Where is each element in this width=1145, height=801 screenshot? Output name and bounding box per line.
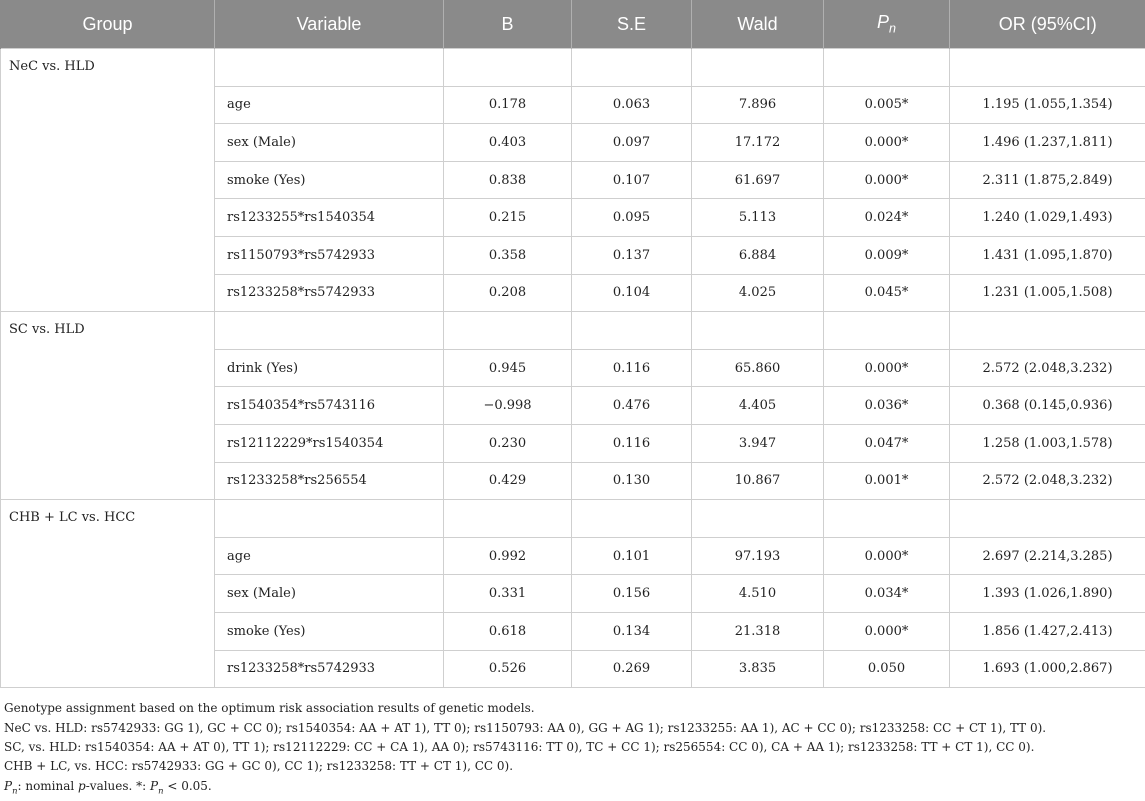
footnote-pn-sub2: n <box>158 785 163 795</box>
cell-b: 0.178 <box>444 86 572 124</box>
cell-variable: rs1540354*rs5743116 <box>215 387 444 425</box>
cell-variable: rs1233258*rs5742933 <box>215 274 444 312</box>
cell-or: 2.697 (2.214,3.285) <box>950 537 1145 575</box>
cell-or: 2.311 (1.875,2.849) <box>950 161 1145 199</box>
cell-or: 1.195 (1.055,1.354) <box>950 86 1145 124</box>
cell-se: 0.134 <box>572 612 692 650</box>
cell-or: 1.258 (1.003,1.578) <box>950 424 1145 462</box>
cell-se: 0.097 <box>572 124 692 162</box>
cell-b: 0.403 <box>444 124 572 162</box>
header-pn-p: P <box>877 12 889 32</box>
cell-pn: 0.036* <box>824 387 950 425</box>
footnote-sc-hld: SC, vs. HLD: rs1540354: AA + AT 0), TT 1); rs12112229: CC + CA 1), AA 0); rs5743116: TT 0), TC + CC 1); rs256554: CC 0), CA + AA 1); rs1233258: TT + CT 1), CC 0). <box>4 738 1145 757</box>
cell-or: 2.572 (2.048,3.232) <box>950 349 1145 387</box>
footnote-chb-hcc: CHB + LC, vs. HCC: rs5742933: GG + GC 0), CC 1); rs1233258: TT + CT 1), CC 0). <box>4 757 1145 776</box>
footnote-pn <box>4 777 1145 801</box>
cell-b: 0.945 <box>444 349 572 387</box>
cell-pn: 0.047* <box>824 424 950 462</box>
cell-pn: 0.024* <box>824 199 950 237</box>
header-wald: Wald <box>692 0 824 49</box>
cell-se: 0.095 <box>572 199 692 237</box>
cell-or: 1.240 (1.029,1.493) <box>950 199 1145 237</box>
cell-or: 1.393 (1.026,1.890) <box>950 575 1145 613</box>
footnote-pn-text3: < 0.05. <box>164 779 212 793</box>
cell-b: 0.230 <box>444 424 572 462</box>
header-group: Group <box>1 0 215 49</box>
cell-wald: 21.318 <box>692 612 824 650</box>
group-row <box>1 49 1145 87</box>
cell-pn: 0.001* <box>824 462 950 500</box>
cell-wald: 17.172 <box>692 124 824 162</box>
footnote-nec-hld: NeC vs. HLD: rs5742933: GG 1), GC + CC 0); rs1540354: AA + AT 1), TT 0); rs1150793: AA 0), GG + AG 1); rs1233255: AA 1), AC + CC 0); rs1233258: CC + CT 1), TT 0). <box>4 719 1145 738</box>
cell-wald: 7.896 <box>692 86 824 124</box>
header-row <box>1 0 1145 49</box>
cell-variable: rs12112229*rs1540354 <box>215 424 444 462</box>
footnote-pn-sub: n <box>12 785 17 795</box>
cell-se: 0.063 <box>572 86 692 124</box>
header-variable: Variable <box>215 0 444 49</box>
table-footnotes <box>0 699 1145 800</box>
cell-wald: 4.405 <box>692 387 824 425</box>
header-b: B <box>444 0 572 49</box>
cell-variable: sex (Male) <box>215 124 444 162</box>
footnote-p-italic: p <box>78 779 86 793</box>
footnote-pn-text1: : nominal <box>17 779 78 793</box>
footnote-genotype: Genotype assignment based on the optimum risk association results of genetic models. <box>4 699 1145 718</box>
cell-or: 1.856 (1.427,2.413) <box>950 612 1145 650</box>
cell-variable: drink (Yes) <box>215 349 444 387</box>
cell-variable: rs1233258*rs256554 <box>215 462 444 500</box>
cell-or: 2.572 (2.048,3.232) <box>950 462 1145 500</box>
cell-wald: 3.835 <box>692 650 824 688</box>
cell-b: 0.992 <box>444 537 572 575</box>
cell-se: 0.104 <box>572 274 692 312</box>
cell-wald: 6.884 <box>692 236 824 274</box>
cell-b: 0.838 <box>444 161 572 199</box>
header-or: OR (95%CI) <box>950 0 1145 49</box>
group-row <box>1 500 1145 538</box>
group-label: CHB + LC vs. HCC <box>1 500 215 688</box>
cell-pn: 0.000* <box>824 612 950 650</box>
cell-wald: 4.510 <box>692 575 824 613</box>
footnote-pn-symbol2: P <box>150 779 158 793</box>
cell-b: 0.331 <box>444 575 572 613</box>
cell-variable: age <box>215 86 444 124</box>
cell-wald: 3.947 <box>692 424 824 462</box>
cell-variable: age <box>215 537 444 575</box>
cell-or: 1.231 (1.005,1.508) <box>950 274 1145 312</box>
cell-se: 0.156 <box>572 575 692 613</box>
cell-se: 0.476 <box>572 387 692 425</box>
cell-se: 0.107 <box>572 161 692 199</box>
cell-b: 0.618 <box>444 612 572 650</box>
header-pn-n: n <box>889 22 896 36</box>
cell-pn: 0.034* <box>824 575 950 613</box>
cell-b: 0.215 <box>444 199 572 237</box>
cell-pn: 0.000* <box>824 124 950 162</box>
cell-or: 1.496 (1.237,1.811) <box>950 124 1145 162</box>
group-label: SC vs. HLD <box>1 312 215 500</box>
group-row <box>1 312 1145 350</box>
cell-b: 0.358 <box>444 236 572 274</box>
cell-or: 1.693 (1.000,2.867) <box>950 650 1145 688</box>
cell-se: 0.101 <box>572 537 692 575</box>
cell-wald: 61.697 <box>692 161 824 199</box>
cell-variable: rs1233258*rs5742933 <box>215 650 444 688</box>
cell-se: 0.116 <box>572 349 692 387</box>
cell-variable: rs1233255*rs1540354 <box>215 199 444 237</box>
cell-b: 0.208 <box>444 274 572 312</box>
cell-wald: 10.867 <box>692 462 824 500</box>
cell-variable: sex (Male) <box>215 575 444 613</box>
header-se: S.E <box>572 0 692 49</box>
cell-wald: 5.113 <box>692 199 824 237</box>
cell-or: 1.431 (1.095,1.870) <box>950 236 1145 274</box>
cell-variable: smoke (Yes) <box>215 161 444 199</box>
cell-b: −0.998 <box>444 387 572 425</box>
cell-pn: 0.045* <box>824 274 950 312</box>
cell-pn: 0.000* <box>824 537 950 575</box>
cell-b: 0.526 <box>444 650 572 688</box>
cell-pn: 0.009* <box>824 236 950 274</box>
cell-variable: smoke (Yes) <box>215 612 444 650</box>
cell-variable: rs1150793*rs5742933 <box>215 236 444 274</box>
footnote-pn-text2: -values. *: <box>86 779 150 793</box>
header-pn <box>824 0 950 49</box>
footnote-pn-symbol: P <box>4 779 12 793</box>
group-label: NeC vs. HLD <box>1 49 215 312</box>
cell-pn: 0.050 <box>824 650 950 688</box>
cell-wald: 4.025 <box>692 274 824 312</box>
cell-b: 0.429 <box>444 462 572 500</box>
cell-se: 0.137 <box>572 236 692 274</box>
cell-pn: 0.000* <box>824 161 950 199</box>
cell-se: 0.116 <box>572 424 692 462</box>
cell-wald: 97.193 <box>692 537 824 575</box>
cell-wald: 65.860 <box>692 349 824 387</box>
cell-or: 0.368 (0.145,0.936) <box>950 387 1145 425</box>
cell-pn: 0.000* <box>824 349 950 387</box>
cell-pn: 0.005* <box>824 86 950 124</box>
cell-se: 0.269 <box>572 650 692 688</box>
cell-se: 0.130 <box>572 462 692 500</box>
